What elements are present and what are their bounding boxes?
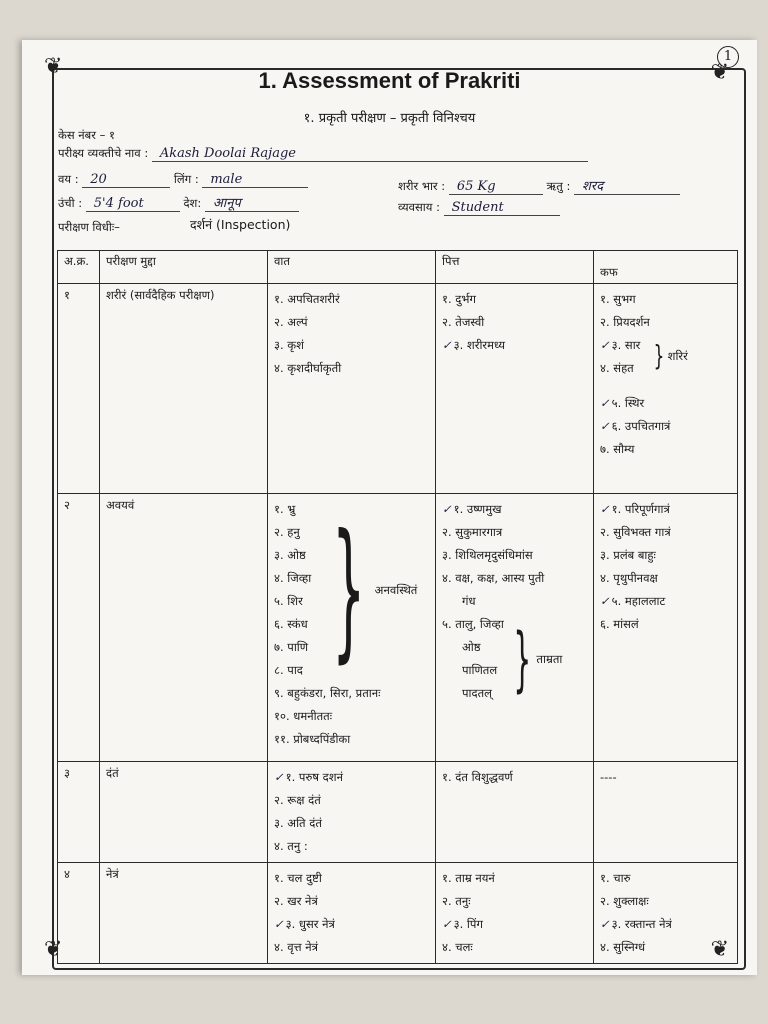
- list-item: ३. ओष्ठ: [274, 548, 306, 562]
- vata-cell: [268, 762, 436, 863]
- table-row: [58, 863, 738, 964]
- list-item: ४. संहत: [600, 361, 634, 375]
- header-sr: अ.क्र.: [58, 251, 100, 284]
- list-item-label: ६. उपचितगात्रं: [611, 419, 671, 433]
- kapha-cell: [594, 494, 738, 762]
- group-label: शरिरं: [667, 348, 688, 363]
- list-item: ४. पृथुपीनवक्ष: [600, 571, 658, 585]
- list-item: २. प्रियदर्शन: [600, 315, 650, 329]
- prakriti-table: [57, 250, 738, 964]
- tick-mark-icon: ✓: [442, 502, 452, 516]
- corner-ornament-icon: ❦: [44, 937, 63, 962]
- row-point: दंतं: [100, 762, 268, 863]
- list-item-label: १. उष्णमुख: [453, 502, 502, 516]
- brace-icon: }: [513, 618, 532, 700]
- header-vata: वात: [268, 251, 436, 284]
- table-row: [58, 762, 738, 863]
- country-value[interactable]: आनूप: [205, 193, 299, 212]
- list-item-label: ३. रक्तान्त नेत्रं: [611, 917, 672, 931]
- method-label: परीक्षण विधीः–: [58, 220, 120, 234]
- header-kapha: कफ: [594, 251, 738, 284]
- tick-mark-icon: ✓: [600, 338, 610, 352]
- tick-mark-icon: ✓: [600, 502, 610, 516]
- row-number: १: [58, 284, 100, 494]
- sex-label: लिंग :: [173, 172, 199, 186]
- vata-cell: [268, 284, 436, 494]
- table-row: [58, 284, 738, 494]
- list-item: [442, 498, 587, 521]
- list-item: २. शुक्लाक्षः: [600, 894, 649, 908]
- list-item: [600, 415, 731, 438]
- list-item: ४. जिव्हा: [274, 571, 312, 585]
- row-point: शरीरं (सार्वदैहिक परीक्षण): [100, 284, 268, 494]
- kapha-cell: [594, 762, 738, 863]
- list-item-label: ३. पिंग: [453, 917, 483, 931]
- list-item: ३. शिथिलमृदुसंधिमांस: [442, 548, 533, 562]
- list-item: [600, 913, 731, 936]
- sex-value[interactable]: male: [202, 172, 308, 188]
- list-item: गंध: [462, 594, 476, 608]
- row-number: २: [58, 494, 100, 762]
- pitta-cell: [436, 762, 594, 863]
- table-header-row: [58, 251, 738, 284]
- vata-cell: [268, 863, 436, 964]
- list-item: २. हनु: [274, 525, 300, 539]
- page-title: 1. Assessment of Prakriti: [258, 68, 521, 93]
- kapha-group: [600, 288, 731, 380]
- list-item: २. तेजस्वी: [442, 315, 485, 329]
- list-item-label: ३. धुसर नेत्रं: [285, 917, 335, 931]
- list-item: [600, 590, 731, 613]
- list-item: १. दुर्भग: [442, 292, 476, 306]
- corner-ornament-icon: ❦: [710, 60, 729, 85]
- name-row: [58, 146, 588, 162]
- country-label: देश:: [183, 196, 202, 210]
- tick-mark-icon: ✓: [600, 594, 610, 608]
- pitta-cell: [436, 494, 594, 762]
- list-item: १०. धमनीततः: [274, 709, 333, 723]
- height-country-row: [58, 193, 299, 212]
- name-value[interactable]: Akash Doolai Rajage: [152, 146, 588, 162]
- group-label: अनवस्थितं: [374, 582, 418, 597]
- list-item: १. चल दुष्टी: [274, 871, 322, 885]
- list-item: २. सुकुमारगात्र: [442, 525, 503, 539]
- list-item: ----: [600, 770, 617, 784]
- pitta-group: [442, 613, 587, 705]
- list-item: पाणितल: [462, 663, 498, 677]
- occupation-label: व्यवसाय :: [398, 200, 440, 214]
- pitta-cell: [436, 284, 594, 494]
- list-item: २. रूक्ष दंतं: [274, 793, 321, 807]
- list-item: ४. वक्ष, कक्ष, आस्य पुती: [442, 571, 545, 585]
- weight-label: शरीर भार :: [398, 179, 446, 193]
- tick-mark-icon: ✓: [600, 396, 610, 410]
- list-item: १. दंत विशुद्धवर्ण: [442, 770, 513, 784]
- list-item: [274, 766, 429, 789]
- list-item: ८. पाद: [274, 663, 303, 677]
- list-item: ४. वृत्त नेत्रं: [274, 940, 319, 954]
- list-item: [274, 913, 429, 936]
- page-number: 1: [717, 46, 739, 68]
- list-item: ४. चलः: [442, 940, 473, 954]
- tick-mark-icon: ✓: [600, 917, 610, 931]
- age-label: वय :: [58, 172, 79, 186]
- header-point: परीक्षण मुद्दा: [100, 251, 268, 284]
- list-item: ६. स्कंध: [274, 617, 308, 631]
- list-item: ओष्ठ: [462, 640, 481, 654]
- brace-icon: }: [653, 339, 665, 372]
- brace-icon: }: [332, 503, 366, 677]
- list-item: १. चारु: [600, 871, 631, 885]
- list-item-label: ५. महाललाट: [611, 594, 666, 608]
- table-row: [58, 494, 738, 762]
- corner-ornament-icon: ❦: [710, 937, 729, 962]
- age-value[interactable]: 20: [82, 172, 170, 188]
- row-number: ४: [58, 863, 100, 964]
- list-item: १. भ्रु: [274, 502, 296, 516]
- weight-season-row: [398, 176, 680, 195]
- case-number: केस नंबर – १: [58, 128, 115, 142]
- corner-ornament-icon: ❦: [44, 54, 63, 79]
- list-item: ११. प्रोबध्दपिंडीका: [274, 732, 351, 746]
- list-item: ४. कृशदीर्घाकृती: [274, 361, 342, 375]
- list-item: [442, 913, 587, 936]
- row-point: अवयवं: [100, 494, 268, 762]
- list-item-label: १. परुष दशनं: [285, 770, 343, 784]
- list-item-label: ३. सार: [611, 338, 641, 352]
- list-item: ५. शिर: [274, 594, 303, 608]
- kapha-cell: [594, 863, 738, 964]
- name-label: परीक्ष्य व्यक्तीचे नाव :: [58, 146, 149, 160]
- occupation-row: [398, 200, 560, 216]
- row-number: ३: [58, 762, 100, 863]
- list-item: ३. प्रलंब बाहुः: [600, 548, 656, 562]
- list-item: १. सुभग: [600, 292, 636, 306]
- tick-mark-icon: ✓: [600, 419, 610, 433]
- tick-mark-icon: ✓: [274, 917, 284, 931]
- header-pitta: पित्त: [436, 251, 594, 284]
- method-value: दर्शनं (Inspection): [190, 217, 291, 232]
- list-item: ६. मांसलं: [600, 617, 639, 631]
- list-item-label: ३. शरीरमध्य: [453, 338, 506, 352]
- weight-value[interactable]: 65 Kg: [449, 179, 543, 195]
- height-value[interactable]: 5'4 foot: [86, 196, 180, 212]
- list-item: ४. सुस्निग्धं: [600, 940, 646, 954]
- list-item: ४. तनु :: [274, 839, 308, 853]
- list-item: ३. कृशं: [274, 338, 304, 352]
- list-item: [600, 392, 731, 415]
- list-item: २. खर नेत्रं: [274, 894, 318, 908]
- tick-mark-icon: ✓: [442, 917, 452, 931]
- list-item: २. सुविभक्त गात्रं: [600, 525, 671, 539]
- list-item: [600, 498, 731, 521]
- height-label: उंची :: [58, 196, 83, 210]
- tick-mark-icon: ✓: [442, 338, 452, 352]
- list-item: ५. तालु, जिव्हा: [442, 617, 504, 631]
- list-item: ९. बहुकंडरा, सिरा, प्रतानः: [274, 686, 381, 700]
- list-item: [442, 334, 587, 357]
- kapha-cell: [594, 284, 738, 494]
- season-value[interactable]: शरद: [574, 176, 680, 195]
- document-sheet: [22, 40, 757, 975]
- list-item: ७. पाणि: [274, 640, 309, 654]
- occupation-value[interactable]: Student: [444, 200, 560, 216]
- vata-cell: [268, 494, 436, 762]
- list-item: ३. अति दंतं: [274, 816, 322, 830]
- page-subtitle: १. प्रकृती परीक्षण – प्रकृती विनिश्चय: [303, 111, 476, 126]
- list-item: १. ताम्र नयनं: [442, 871, 495, 885]
- list-item: पादतल्: [462, 686, 492, 700]
- list-item: [600, 334, 650, 357]
- list-item: १. अपचितशरीरं: [274, 292, 340, 306]
- tick-mark-icon: ✓: [274, 770, 284, 784]
- list-item: २. तनुः: [442, 894, 471, 908]
- list-item-label: ५. स्थिर: [611, 396, 645, 410]
- row-point: नेत्रं: [100, 863, 268, 964]
- list-item: २. अल्पं: [274, 315, 308, 329]
- group-label: ताम्रता: [536, 651, 563, 666]
- pitta-cell: [436, 863, 594, 964]
- vata-group: [274, 498, 429, 682]
- season-label: ऋतु :: [546, 179, 571, 193]
- list-item-label: १. परिपूर्णगात्रं: [611, 502, 670, 516]
- age-sex-row: [58, 172, 308, 188]
- list-item: ७. सौम्य: [600, 442, 635, 456]
